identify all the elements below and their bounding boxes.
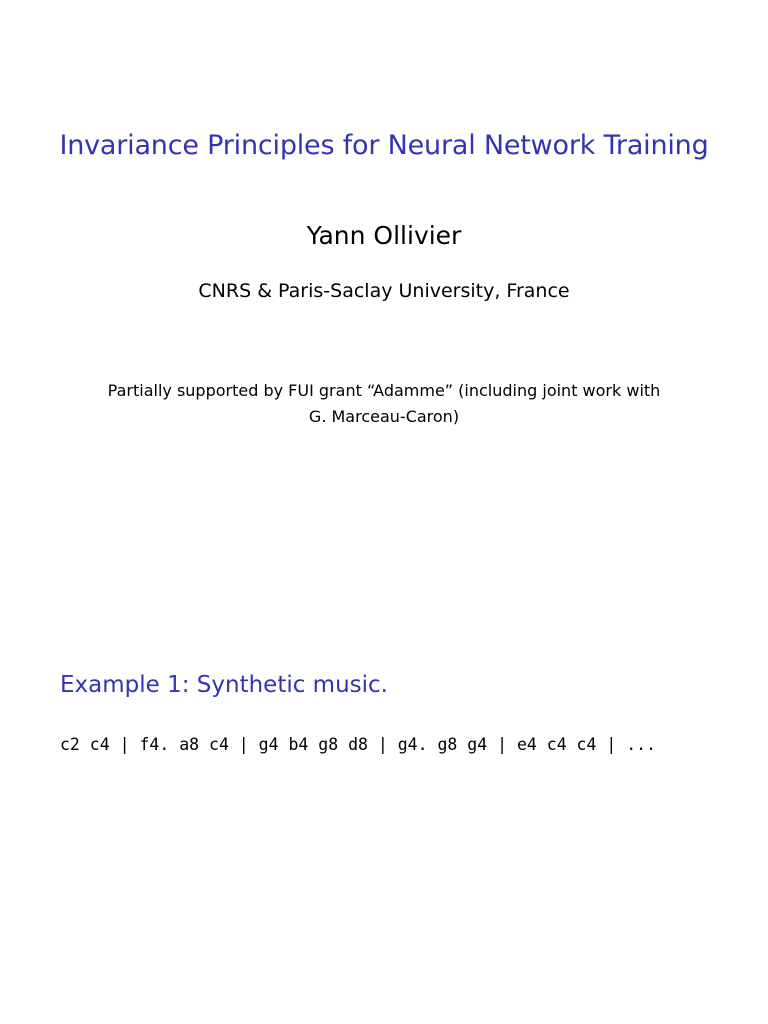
example-slide — [0, 512, 768, 1024]
slide-title: Example 1: Synthetic music. — [60, 672, 388, 698]
funding-note — [80, 378, 688, 430]
funding-note-line-1: Partially supported by FUI grant “Adamme” (including joint work with — [107, 381, 661, 400]
presentation-title: Invariance Principles for Neural Network Training — [59, 130, 709, 161]
author-affiliation: CNRS & Paris-Saclay University, France — [198, 280, 570, 302]
music-sequence: c2 c4 | f4. a8 c4 | g4 b4 g8 d8 | g4. g8 g4 | e4 c4 c4 | ... — [60, 735, 657, 754]
author-name: Yann Ollivier — [306, 221, 462, 250]
funding-note-line-2: G. Marceau-Caron) — [308, 407, 460, 426]
